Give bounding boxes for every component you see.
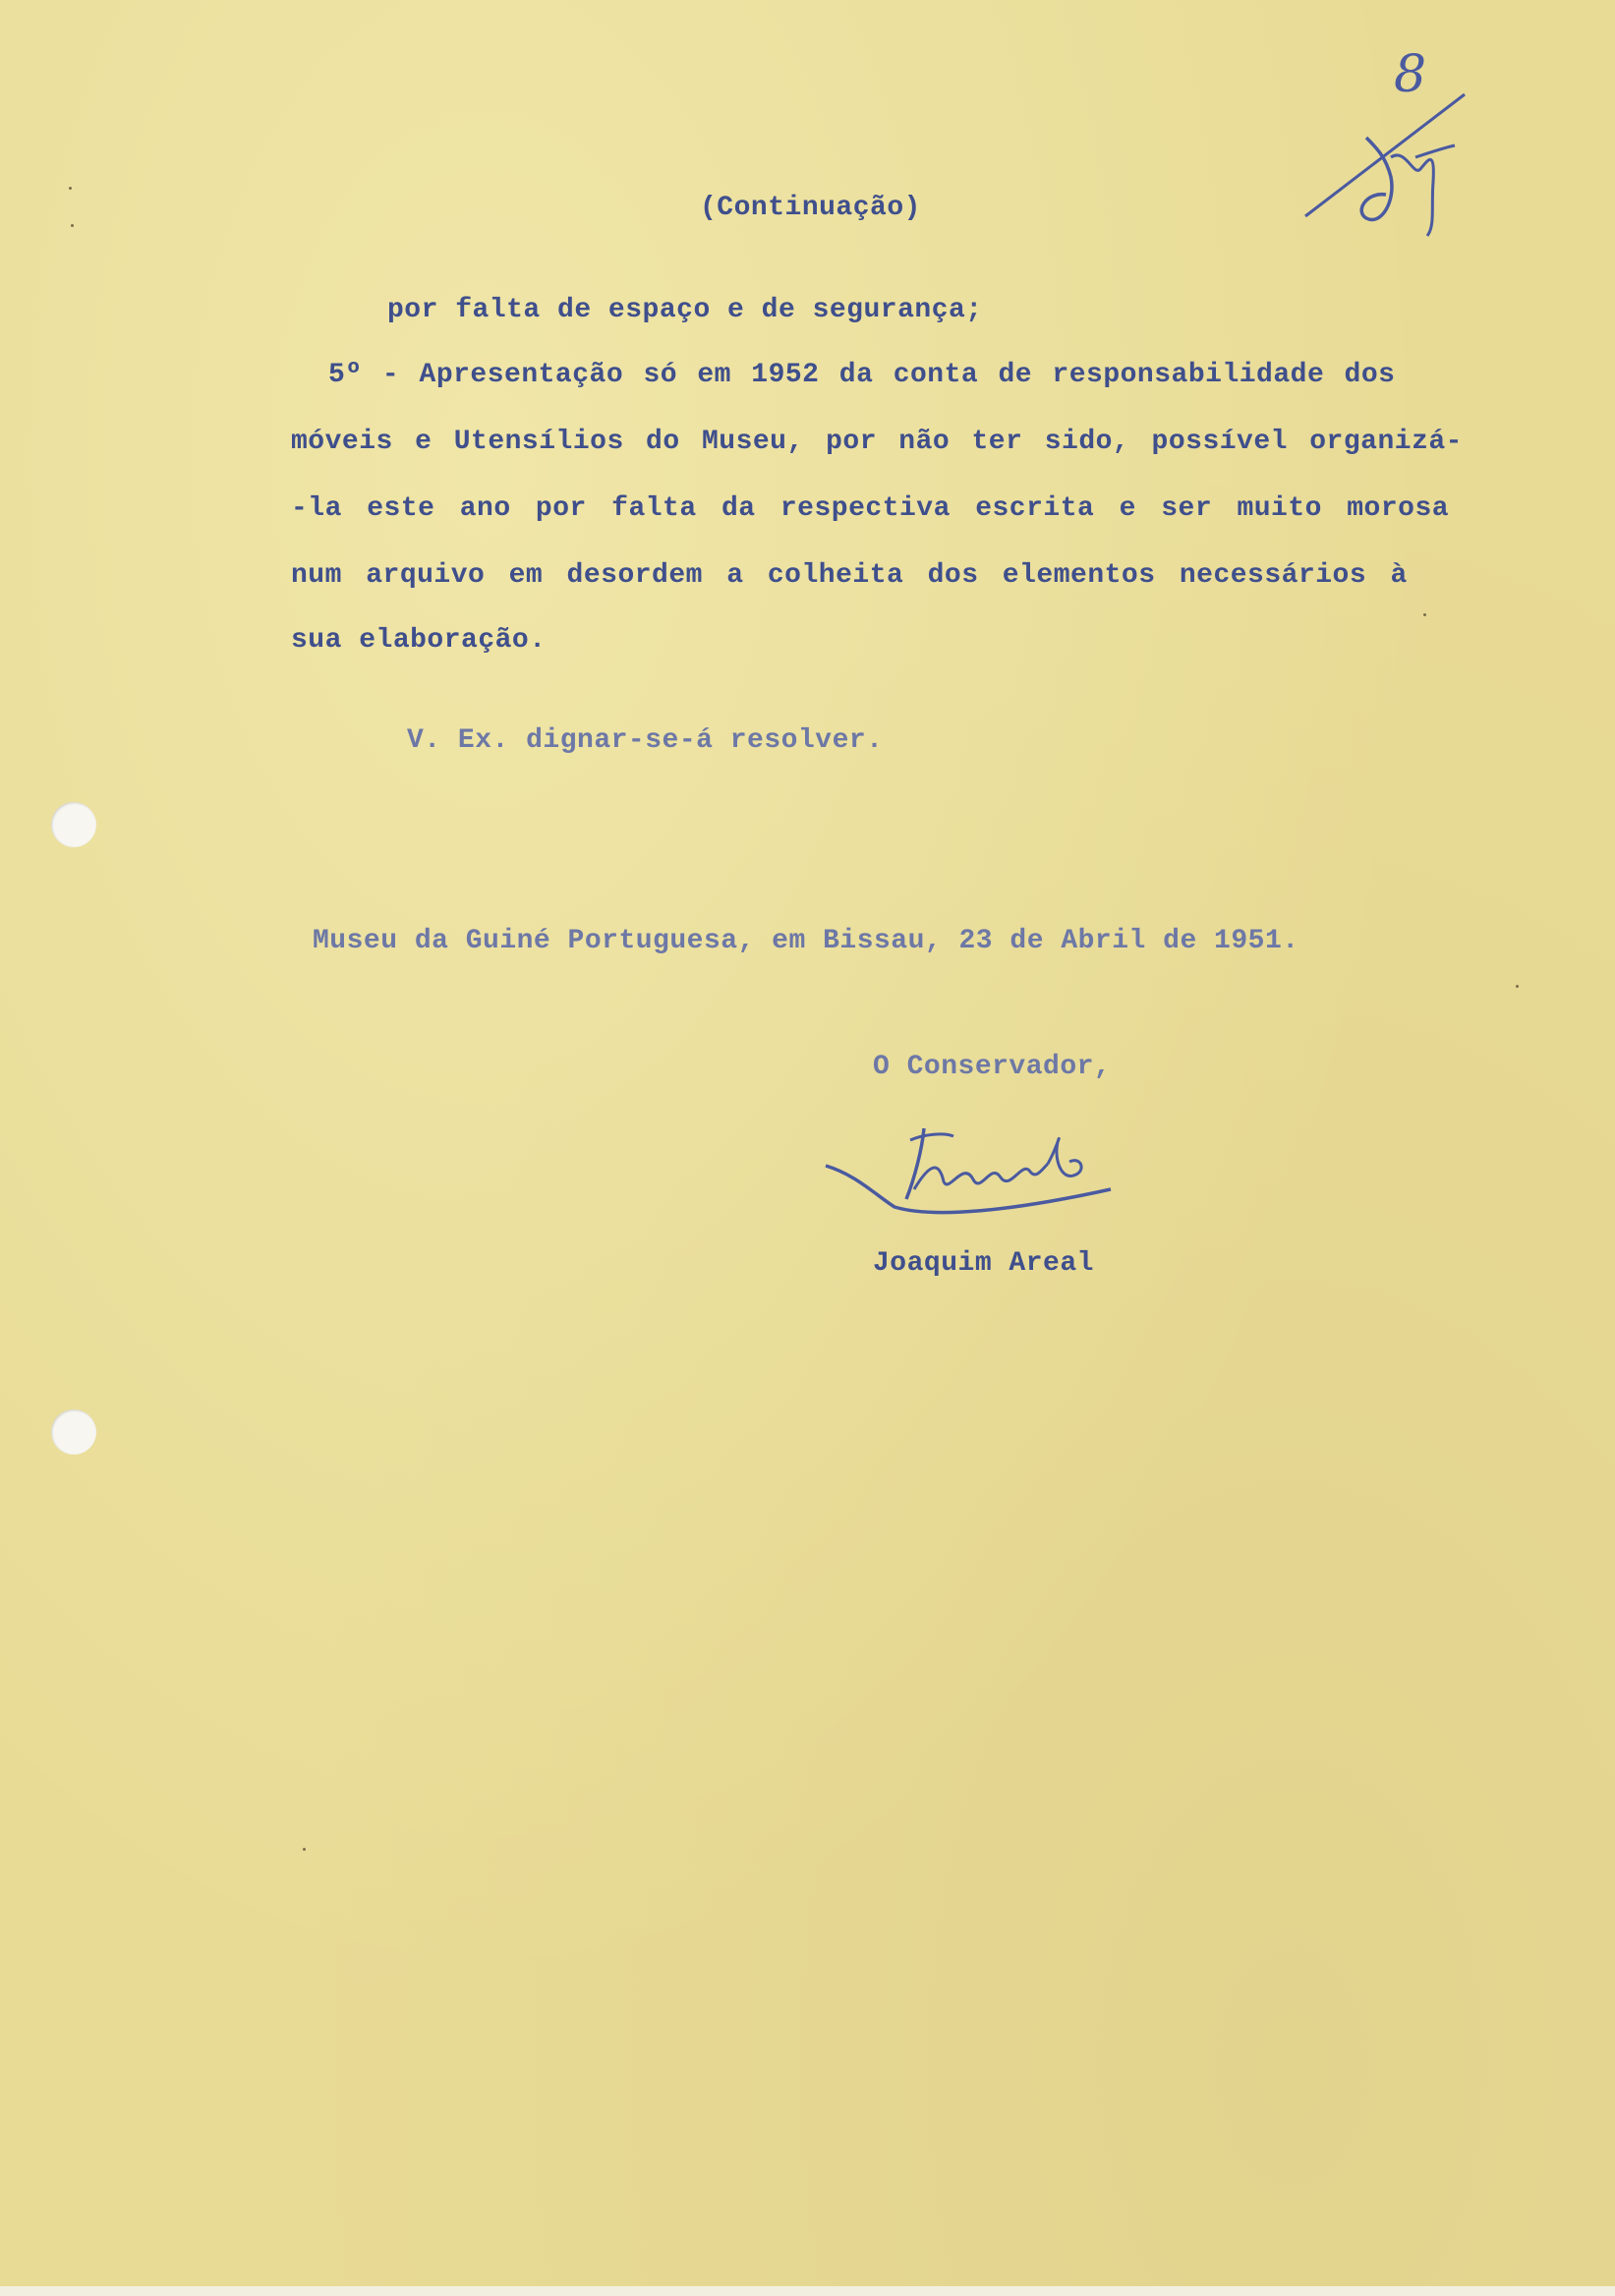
- body-line-6: sua elaboração.: [291, 625, 547, 656]
- paper-speck: [1516, 985, 1519, 988]
- signatory-title: O Conservador,: [873, 1052, 1112, 1082]
- closing-formula: V. Ex. dignar-se-á resolver.: [407, 725, 884, 756]
- place-date: Museu da Guiné Portuguesa, em Bissau, 23 de Abril de 1951.: [313, 926, 1299, 956]
- page-bottom-edge: [0, 2286, 1615, 2296]
- paper-speck: [69, 187, 72, 190]
- body-line-4: -la este ano por falta da respectiva escrita e ser muito morosa: [291, 493, 1450, 524]
- paper-speck: [1423, 613, 1426, 616]
- handwritten-signature: [816, 1120, 1150, 1238]
- paper-speck: [71, 224, 74, 227]
- body-line-5: num arquivo em desordem a colheita dos elementos necessários à: [291, 560, 1408, 591]
- body-line-1: por falta de espaço e de segurança;: [387, 295, 983, 325]
- paper-speck: [303, 1848, 306, 1851]
- signatory-name: Joaquim Areal: [873, 1248, 1094, 1279]
- heading: (Continuação): [700, 193, 921, 223]
- punch-hole-bottom: [51, 1409, 96, 1455]
- body-line-2: 5º - Apresentação só em 1952 da conta de responsabilidade dos: [328, 360, 1396, 390]
- punch-hole-top: [51, 802, 96, 847]
- initials-mark: [1298, 88, 1494, 246]
- body-line-3: móveis e Utensílios do Museu, por não ter sido, possível organizá-: [291, 427, 1463, 457]
- page-number: 8: [1394, 45, 1427, 104]
